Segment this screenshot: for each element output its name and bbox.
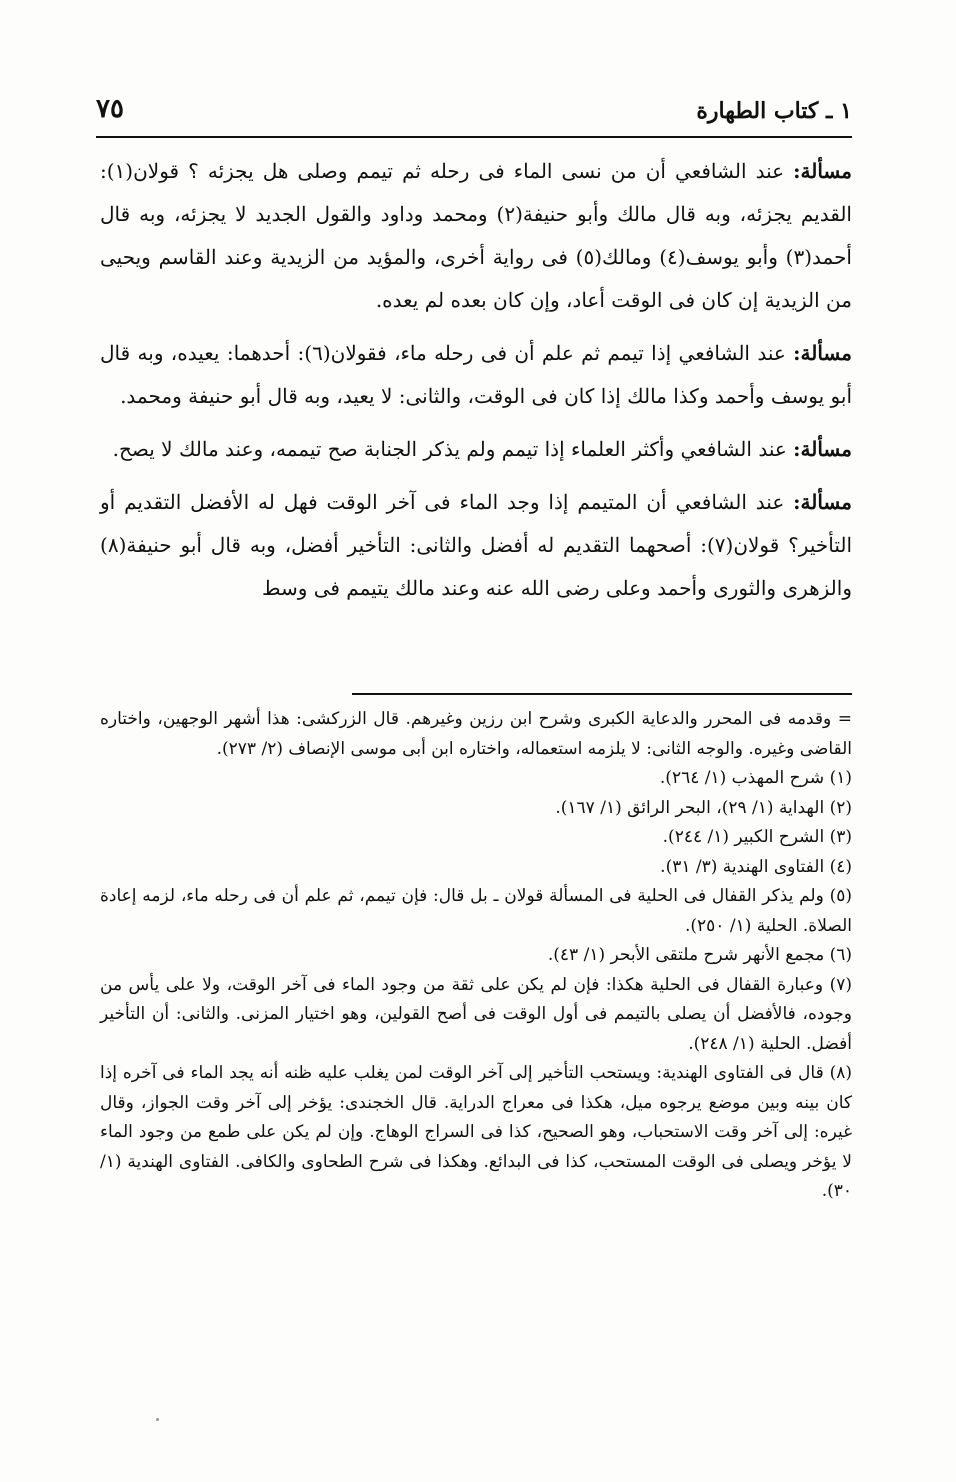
paragraph-term: مسألة:: [793, 490, 852, 514]
main-text: [100, 150, 852, 610]
paragraph-2: [100, 332, 852, 418]
paragraph-term: مسألة:: [793, 437, 852, 461]
paragraph-1: [100, 150, 852, 322]
footnote-8: (٨) قال فى الفتاوى الهندية: ويستحب التأخير إلى آخر الوقت لمن يغلب عليه ظنه أنه يجد الماء فى آخره إذا كان بينه وبين موضع يرجوه ميل، هكذا فى معراج الدراية. قال الخجندى: يؤخر إلى آخر وقت الجواز، وقال غيره: إلى آخر وقت الاستحباب، وهو الصحيح، كذا فى السراج الوهاج. وإن لم يكن على طمع من وجود الماء لا يؤخر ويصلى فى الوقت المستحب، كذا فى البدائع. وهكذا فى شرح الطحاوى والكافى. الفتاوى الهندية (١/ ٣٠).: [100, 1063, 852, 1201]
running-title: ١ ـ كتاب الطهارة: [696, 98, 852, 124]
paragraph-text: عند الشافعي إذا تيمم ثم علم أن فى رحله ماء، فقولان(٦): أحدهما: يعيده، وبه قال أبو يوسف وأحمد وكذا مالك إذا كان فى الوقت، والثانى: لا يعيد، وبه قال أبو حنيفة ومحمد.: [100, 341, 852, 408]
page-number: ٧٥: [96, 94, 124, 124]
paragraph-text: عند الشافعي وأكثر العلماء إذا تيمم ولم يذكر الجنابة صح تيممه، وعند مالك لا يصح.: [112, 437, 794, 461]
paper-speck: [156, 1418, 159, 1421]
footnote-5: (٥) ولم يذكر القفال فى الحلية فى المسألة قولان ـ بل قال: فإن تيمم، ثم علم أن فى رحله ماء، لزمه إعادة الصلاة. الحلية (١/ ٢٥٠).: [100, 886, 852, 936]
paragraph-text: عند الشافعي أن من نسى الماء فى رحله ثم تيمم وصلى هل يجزئه ؟ قولان(١): القديم يجزئه، وبه قال مالك وأبو حنيفة(٢) ومحمد وداود والقول الجديد لا يجزئه، وبه قال أحمد(٣) وأبو يوسف(٤) ومالك(٥) فى رواية أخرى، والمؤيد من الزيدية وعند القاسم ويحيى من الزيدية إن كان فى الوقت أعاد، وإن كان بعده لم يعده.: [100, 159, 852, 312]
footnotes: [100, 705, 852, 1207]
footnote-6: (٦) مجمع الأنهر شرح ملتقى الأبحر (١/ ٤٣).: [547, 945, 852, 965]
paragraph-term: مسألة:: [793, 341, 852, 365]
paragraph-3: [100, 428, 852, 471]
paragraph-text: عند الشافعي أن المتيمم إذا وجد الماء فى آخر الوقت فهل له الأفضل التقديم أو التأخير؟ قولان(٧): أصحهما التقديم له أفضل والثانى: التأخير أفضل، وبه قال أبو حنيفة(٨) والزهرى والثورى وأحمد وعلى رضى الله عنه وعند مالك يتيمم فى وسط: [100, 490, 853, 600]
footnote-2: (٢) الهداية (١/ ٢٩)، البحر الرائق (١/ ١٦٧).: [555, 797, 852, 818]
page-header: [96, 92, 852, 138]
footnote-4: (٤) الفتاوى الهندية (٣/ ٣١).: [660, 856, 852, 877]
paragraph-4: [100, 481, 852, 610]
paragraph-term: مسألة:: [793, 159, 852, 183]
footnote-1: (١) شرح المهذب (١/ ٢٦٤).: [659, 768, 852, 788]
footnote-separator: [352, 693, 852, 695]
footnote-3: (٣) الشرح الكبير (١/ ٢٤٤).: [662, 827, 852, 847]
footnote-continuation: = وقدمه فى المحرر والدعاية الكبرى وشرح ابن رزين وغيرهم. قال الزركشى: هذا أشهر الوجهين، واختاره القاضى وغيره. والوجه الثانى: لا يلزمه استعماله، واختاره ابن أبى موسى الإنصاف (٢/ ٢٧٣).: [100, 709, 852, 759]
footnote-7: (٧) وعبارة القفال فى الحلية هكذا: فإن لم يكن على ثقة من وجود الماء فى آخر الوقت، ولا على يأس من وجوده، فالأفضل أن يصلى بالتيمم فى أول الوقت فى أصح القولين، وهو اختيار المزنى. والثانى: أن التأخير أفضل. الحلية (١/ ٢٤٨).: [100, 974, 852, 1054]
